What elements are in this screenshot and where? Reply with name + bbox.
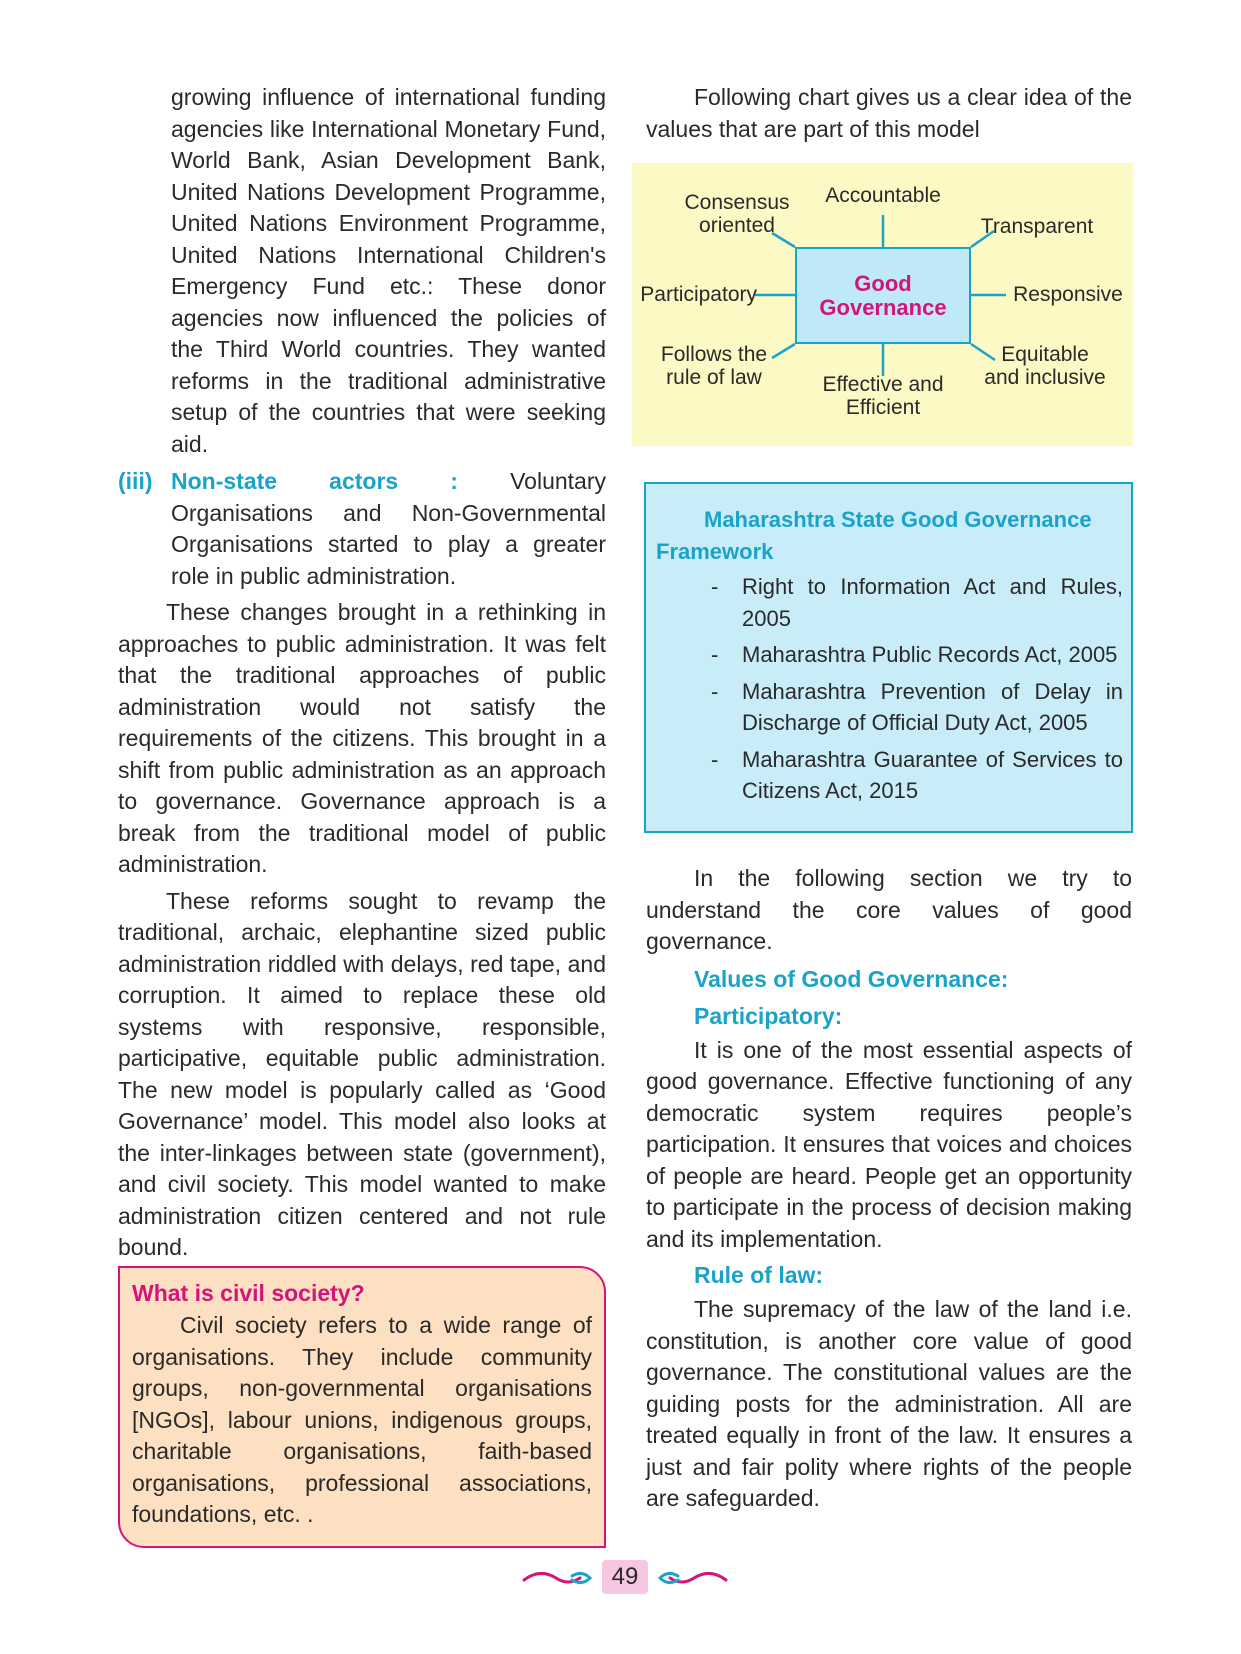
framework-box — [644, 482, 1133, 833]
list-marker: (iii) — [118, 468, 153, 494]
list-item: - Maharashtra Guarantee of Services to Citizens Act, 2015 — [711, 746, 1123, 803]
list-item: - Maharashtra Public Records Act, 2005 — [711, 642, 1118, 667]
framework-list — [656, 571, 1123, 807]
label-transparent: Transparent — [980, 215, 1094, 238]
list-item: - Maharashtra Prevention of Delay in Discharge of Official Duty Act, 2005 — [711, 678, 1123, 735]
civil-society-text: Civil society refers to a wide range of organisations. They include community groups, non-governmental organisations [NGOs], labour unions, indigenous groups, charitable organisations, faith-based organisations, professional associations, foundations, etc. . — [132, 1312, 592, 1527]
label-follows-rule-of-law: Follows the rule of law — [660, 343, 768, 389]
page-number-ornament — [520, 1558, 730, 1598]
values-heading: Values of Good Governance: — [694, 965, 1009, 992]
label-consensus-oriented: Consensus oriented — [684, 191, 790, 237]
rule-of-law-paragraph: The supremacy of the law of the land i.e. constitution, is another core value of good governance. The constitutional values are the guiding posts for the administration. All are treated equally in front of the law. It ensures a just and fair polity where rights of the people are safeguarded. — [646, 1296, 1132, 1511]
label-equitable-inclusive: Equitable and inclusive — [984, 343, 1106, 389]
core-values-intro: In the following section we try to understand the core values of good governance. — [646, 865, 1132, 954]
list-item-title: Non-state actors : — [171, 468, 458, 494]
good-governance-center — [795, 247, 971, 344]
civil-society-title: What is civil society? — [132, 1280, 365, 1306]
list-item-non-state-actors — [118, 466, 606, 592]
rethinking-paragraph: These changes brought in a rethinking in approaches to public administration. It was felt that the traditional approaches of public administration would not satisfy the requirements of the citizens. This brought in a shift from public administration as an approach to governance. Governance approach is a break from the traditional model of public administration. — [118, 599, 606, 877]
list-item-body — [171, 466, 606, 592]
connector-follows — [772, 344, 795, 358]
page-number: 49 — [602, 1560, 648, 1594]
list-item: - Right to Information Act and Rules, 2005 — [711, 574, 1123, 631]
center-label-line2: Governance — [819, 294, 947, 320]
rule-of-law-heading: Rule of law: — [694, 1262, 824, 1288]
center-label-line1: Good — [854, 270, 912, 296]
funding-agencies-paragraph: growing influence of international funding agencies like International Monetary Fund, World Bank, Asian Development Bank, United Nations Development Programme, United Nations Environment Programme, United Nations International Children's Emergency Fund etc.: These donor agencies now influenced the policies of the Third World countries. They wanted reforms in the traditional administrative setup of the countries that were seeking aid. — [171, 84, 606, 457]
chart-intro-paragraph: Following chart gives us a clear idea of the values that are part of this model — [646, 84, 1132, 142]
good-governance-chart — [632, 163, 1133, 446]
right-column-bottom — [646, 863, 1132, 1515]
participatory-paragraph: It is one of the most essential aspects of good governance. Effective functioning of any democratic system requires people’s participation. It ensures that voices and choices of people are heard. People get an opportunity to participate in the process of decision making and its implementation. — [646, 1036, 1132, 1252]
left-column — [118, 82, 606, 1264]
right-column-top — [646, 82, 1132, 145]
label-participatory: Participatory — [640, 283, 757, 306]
label-accountable: Accountable — [825, 184, 941, 207]
framework-title: Maharashtra State Good Governance Framework — [656, 507, 1092, 564]
reforms-paragraph: These reforms sought to revamp the traditional, archaic, elephantine sized public administration riddled with delays, red tape, and corruption. It aimed to replace these old systems with responsive, responsible, participative, equitable public administration. The new model is popularly called as ‘Good Governance’ model. This model also looks at the inter-linkages between state (government), and civil society. This model wanted to make administration citizen centered and not rule bound. — [118, 887, 606, 1260]
label-responsive: Responsive — [1013, 283, 1123, 306]
civil-society-box — [118, 1266, 606, 1548]
participatory-heading: Participatory: — [694, 1002, 843, 1029]
label-effective-efficient: Effective and Efficient — [822, 373, 944, 419]
list-item-text: Voluntary Organisations and Non-Governmental Organisations started to play a greater role in public administration. — [171, 468, 606, 589]
